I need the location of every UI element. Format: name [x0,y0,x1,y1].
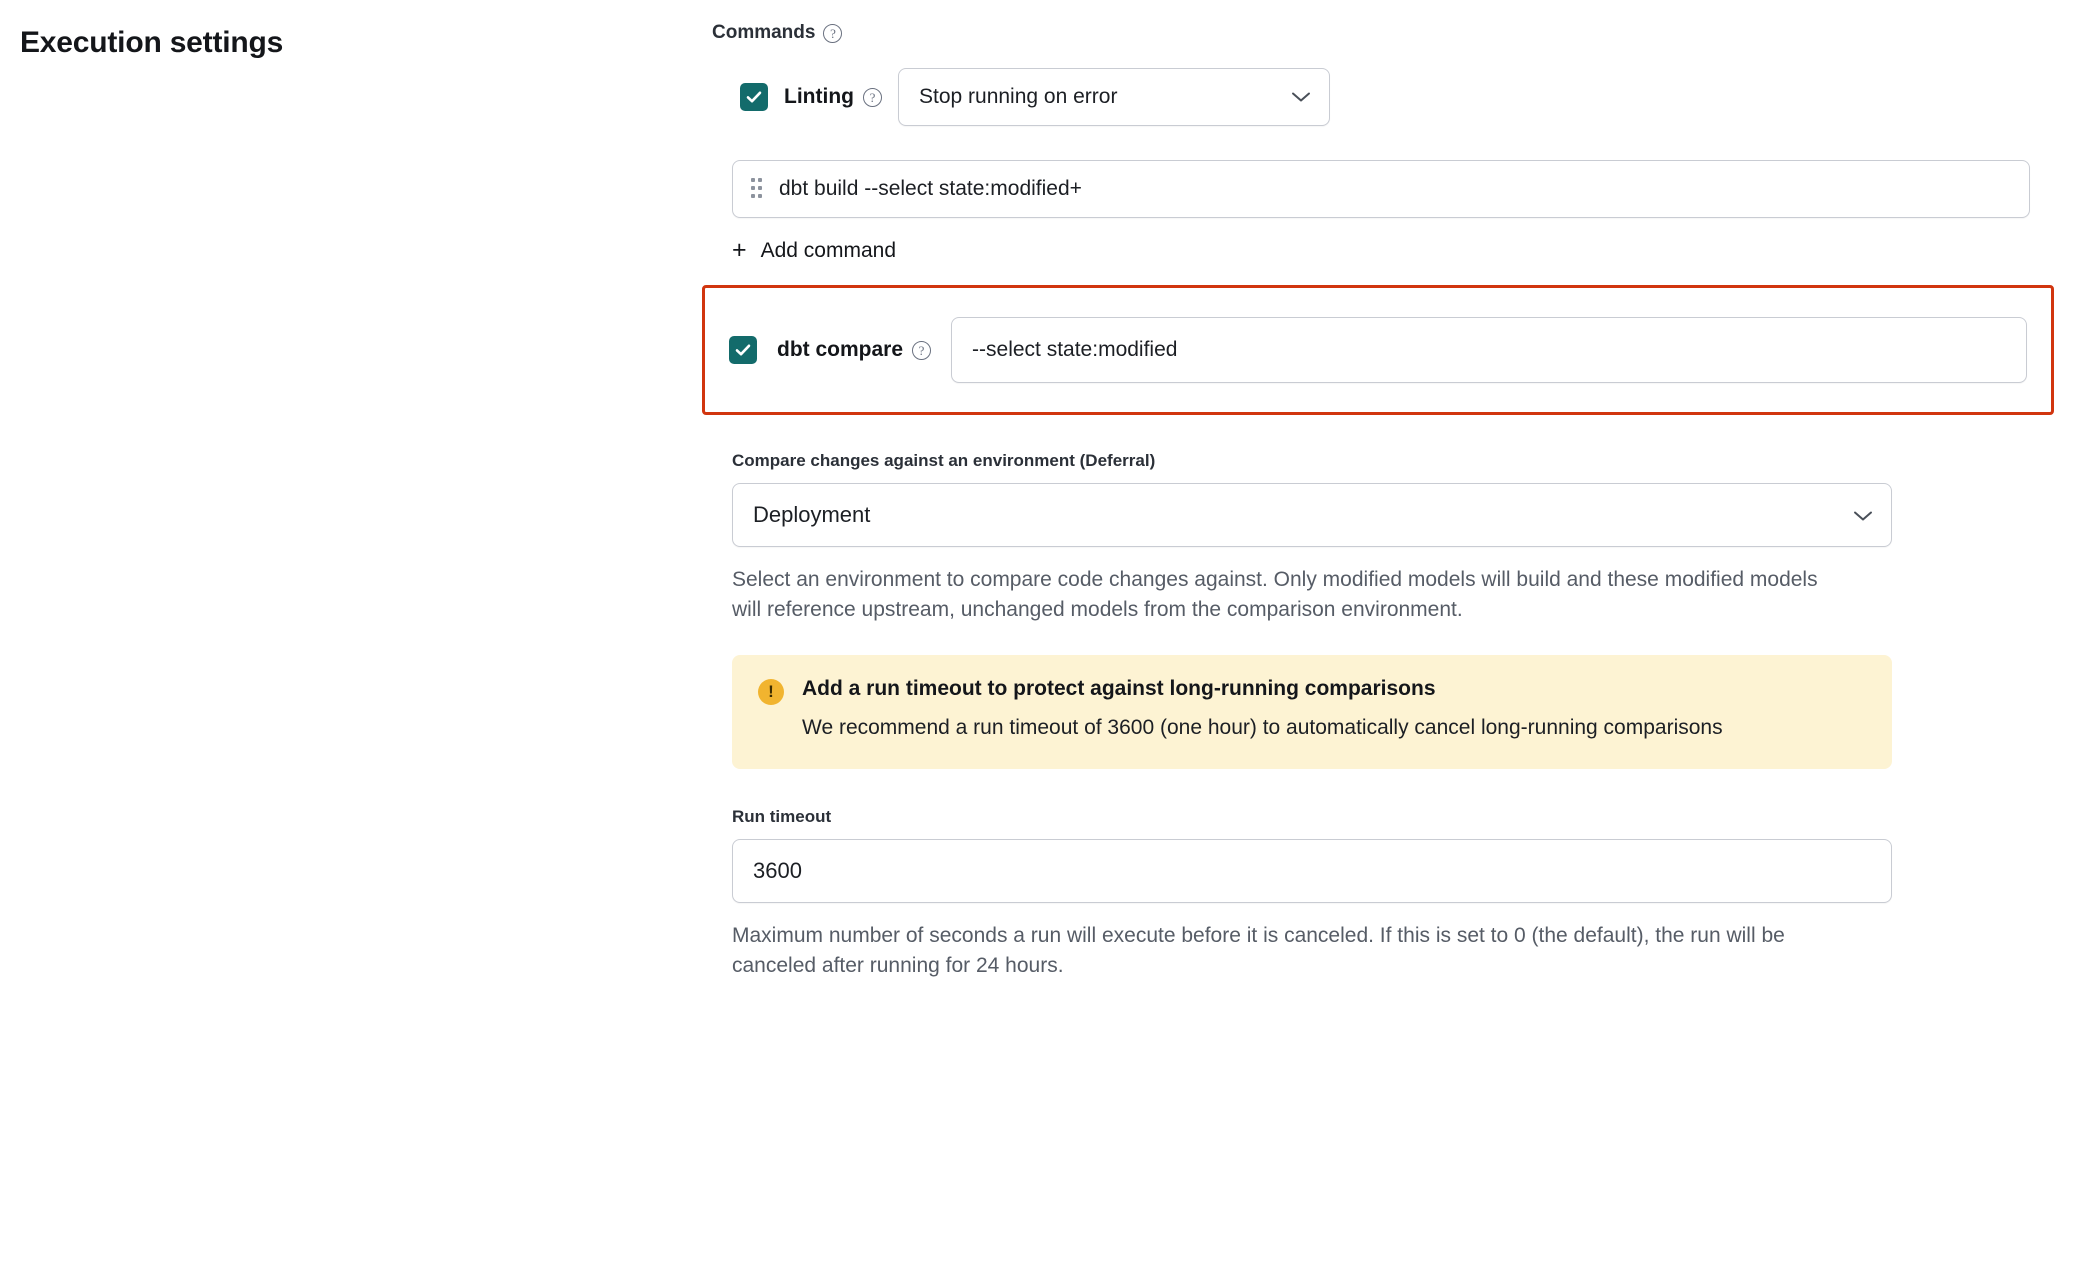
dbt-compare-help-icon[interactable]: ? [912,341,931,360]
callout-title: Add a run timeout to protect against long-running comparisons [802,676,1436,700]
dbt-compare-label-group [777,338,931,362]
run-timeout-value: 3600 [753,858,802,884]
dbt-compare-highlight-box [702,285,2054,415]
linting-help-icon[interactable]: ? [863,88,882,107]
callout-content [802,677,1723,743]
deferral-section [732,451,2032,981]
chevron-down-icon [1853,502,1873,528]
linting-label-group [784,85,882,109]
run-timeout-helper-text: Maximum number of seconds a run will execute before it is canceled. If this is set to 0 (the default), the run will be canceled after running for 24 hours. [732,924,1785,977]
page-title: Execution settings [20,26,284,59]
dbt-compare-input[interactable] [951,317,2027,383]
linting-label: Linting [784,85,854,108]
linting-row [740,68,2032,126]
left-column [20,26,680,60]
add-command-button[interactable] [732,238,896,263]
dbt-compare-input-value: --select state:modified [972,338,1178,361]
run-timeout-input[interactable] [732,839,1892,903]
chevron-down-icon [1291,85,1311,109]
callout-body: We recommend a run timeout of 3600 (one hour) to automatically cancel long-running comparisons [802,715,1723,739]
command-input-value: dbt build --select state:modified+ [779,177,1082,200]
run-timeout-callout [732,655,1892,769]
warning-icon: ! [758,679,784,705]
main-column [712,22,2032,981]
deferral-environment-value: Deployment [753,502,871,527]
command-input-row[interactable] [732,160,2030,218]
commands-label: Commands [712,22,816,43]
run-timeout-label: Run timeout [732,807,832,827]
deferral-label: Compare changes against an environment (Deferral) [732,451,1156,470]
plus-icon: + [732,236,747,264]
deferral-environment-select[interactable] [732,483,1892,547]
dbt-compare-checkbox[interactable] [729,336,757,364]
linting-mode-value: Stop running on error [918,85,1118,108]
linting-mode-select[interactable] [898,68,1330,126]
linting-checkbox[interactable] [740,83,768,111]
add-command-label: Add command [760,238,897,262]
deferral-helper-text: Select an environment to compare code changes against. Only modified models will build and these modified models will reference upstream, unchanged models from the comparison environment. [732,568,1818,621]
commands-label-group [712,22,2032,44]
drag-handle-icon[interactable] [751,178,765,200]
dbt-compare-label: dbt compare [777,338,904,361]
commands-help-icon[interactable]: ? [823,24,842,43]
